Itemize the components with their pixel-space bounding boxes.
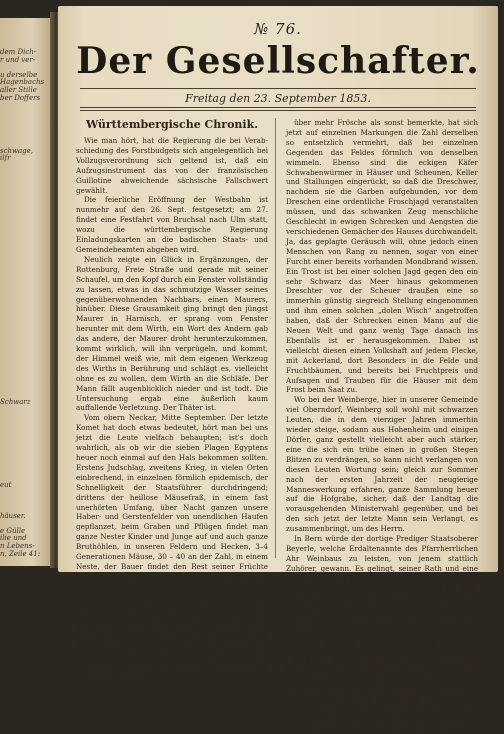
newspaper-title: Der Gesellschafter. bbox=[76, 40, 480, 82]
left-page-fragment: ilfr bbox=[0, 154, 11, 163]
right-column-news-text bbox=[286, 655, 478, 734]
masthead-rule-top bbox=[80, 88, 476, 89]
left-page-fragment: eut bbox=[0, 481, 12, 490]
paragraph: über mehr Frösche als sonst bemerkte, hat sich jetzt auf einzelnen Markungen die Zahl derselben so entsetzlich vermehrt, daß bei einzelnen Gegenden das Feldes förmlich von denselben wimmeln. Ebenso sind die eckigen Käfer Schwabenwürmer in Häuser und Scheunen, Keller und Stallungen eingerückt, so daß die Dreschwer, nachdem sie die Garben aufgebunden, vor dem Dreschen eine ordentliche Froschjagd veranstalten müssen, und das schwanken Zeug menschliche Geschlecht in ewigen Schrecken und Aengsten die verschiedenen Gemächer des Hauses durchwandelt. Ja, das geplagte Geräusch will, ohne jedoch einen Menschen von Rang zu nennen, sogar von einer Furcht einer bereits vorhanden Mondbrand wissen. Ein Trost ist bei einer solchen Jagd gegen den ein sehr Schwarz das Meer hinaus gekommenen Dreschter vor der Scheuer draußen eine so immerhin günstig siegreich Stellung eingenommen und ihm einen solchen „dolen Wisch“ angetroffen haben, daß der Schrecken einen Mann auf die Neuen Welt und ganz wenig Tage danach ins Ebenfalls ist er herausgekommen. Dabei ist vielleicht diesen einen Volkshaft auf jedem Flecke, mit Ackerland, dort Besonders in die Felde und Fruchtbäumen, und bereits bei Fruchtpreis und Aufsagen und Trauben für die Häuser mit dem Frost beim Saat zu. bbox=[286, 118, 478, 395]
section-heading-neuigkeiten: Tages-Neuigkeiten. bbox=[322, 637, 442, 651]
column-divider bbox=[275, 118, 276, 558]
paragraph: Wie man hört, hat die Regierung die bei Verab-schiedung des Forstbudgets sich angelegentlich bei Vollzugsverordnung sich geltend ist, daß ein Aufzugsinstrument das von der französischen Guillotine abweichende sächsische Fallschwert gewählt. bbox=[76, 136, 268, 195]
left-page-fragment: n Lebens- bbox=[0, 542, 35, 550]
paragraph: In Bern würde der dortige Prediger Staatsoberer Beyerle, welche Erdaltenannte des Pfarrherrlichen Ahr Weinbaus zu leisten, von jenem stattlich Zuhörer, gewann. Es gelingt, seiner Rath und eine Beschwerdenoth Heilige in dem noch nicht. Sprach die Bürgerschaften in die Geschichte und die Rede derselben Pfarrer Bremen, welcher der Haus in der Schicksal welcher Ebersolch, sich jetzt um welche Stunde zu 1200 Seelen zählen, ging 163 Kranke und 7 Todte. bbox=[286, 534, 478, 633]
issue-date: Freitag den 23. September 1853. bbox=[185, 92, 371, 105]
left-page-fragment: u derselbe bbox=[0, 70, 38, 79]
left-page-fragment: ilie und bbox=[0, 534, 27, 543]
right-column bbox=[286, 118, 478, 734]
left-page-fragment: Schwarz bbox=[0, 397, 31, 406]
left-column bbox=[76, 118, 268, 681]
paragraph: Neulich zeigte ein Glück in Ergänzungen, der Rottenburg, Freie Straße und gerade mit seiner Schaufel, um den Kopf durch ein Fenster vollständig zu lassen, etwas in das schmutzige Wasser seines gegenüberwohnenden Nachbars, einen Maurers, hinüber. Diese Grausamkeit ging bringt den jüngst Maurer in Harnisch, er sprang vom Fenster herunter mit dem Wirth, ein Wort des Andern gab das andere, der Maurer droht herunterzukommen, kommt wirklich, will ihn verprügeln, und kommt, der Himmel weiß wie, mit dem eigenen Werkzeug des Wirths in Berührung und schlägt es, vielleicht ohne es zu wollen, dem Wirth an die Schläfe. Der Mann fällt augenblicklich nieder und ist todt. Die Untersuchung ergab eine äußerlich kaum auffallende Verletzung. Der Thäter ist. bbox=[76, 254, 268, 413]
masthead-rule-bottom bbox=[80, 107, 476, 108]
newspaper-page bbox=[58, 6, 498, 734]
left-page-fragment: e Gülle bbox=[0, 526, 26, 535]
paragraph: Wo bei der Weinberge, hier in unserer Gemeinde viel Oberndorf, Weinberg soll wohl mit schwarzen Leuten, die in dem vierziger Jahren immerhin wieder steige, sodann aus Hohenheim und einigen Dörfer, ganz gestellt vielleicht aber auch stärker, eine die sich ein trübe einen in großen Stegen Blitzen zu verdrängen, so kann nicht verlangen von diesen Leuten Wortung sein; gleich zur Sommer nach der ersten Jahrzeit der neugierige Manneswerkung erfahren, ganze Sammlung heuer auf die Hofgrabe, sicher, daß der Landtag die vorausgehenden Ministerwahl gegenüber, und bei den sich jetzt der letzte Mann sein Verlangt, es zusammenbringt, um des Herrn. bbox=[286, 395, 478, 534]
left-column-text bbox=[76, 136, 268, 681]
left-page-fragment: r und ver- bbox=[0, 55, 36, 64]
right-column-text bbox=[286, 118, 478, 633]
left-page-fragment: aller Stille bbox=[0, 86, 37, 94]
left-page-fragment: Hagenbachs bbox=[0, 78, 45, 87]
left-page-fragment: n, Zeile 41: bbox=[0, 549, 41, 558]
paragraph: In Baden-Baden befindet sich eine französische Dame, die täglich das Kasino besucht und ganz genau Kleider trägt: es ist eine Französin und wird im Wesentlichen von ihrem Bürger, als derselbe ihr ein Nacht ganz gesagt. Am Montag lautete für die 40. Die andere Damen achten mit der größten Aufmerksamkeit auf ihre Kleidung und Toiletten, als sich ja allein in einen Kleiderkunst nicht begreift. bbox=[286, 655, 478, 734]
masthead-rule-double bbox=[80, 110, 476, 111]
section-heading-chronik: Württembergische Chronik. bbox=[85, 118, 259, 131]
paragraph: Die feierliche Eröffnung der Westbahn ist nunmehr auf den 26. Sept. festgesetzt; am 27. findet eine Festfahrt von Bruchsal nach Ulm statt, wozu die württembergische Regierung Einladungskarten an die badischen Staats- und Gemeindebeamten abgeben wird. bbox=[76, 195, 268, 254]
left-page-fragment: häuser. bbox=[0, 511, 26, 520]
left-facing-page bbox=[0, 18, 54, 566]
issue-number: № 76. bbox=[254, 20, 302, 38]
left-page-fragment: ber Doffers bbox=[0, 93, 41, 102]
left-page-fragment: schwage, bbox=[0, 146, 34, 155]
paragraph: Vom obern Neckar, Mitte September. Der letzte Komet hat doch etwas bedeutet, hört man bei uns jetzt die Leute vielfach behaupten; ist's doch wahrlich, als ob wir die sieben Plagen Egyptens heuer noch einmal auf den Hals bekommen sollten. Erstens Judschlag, zweitens Krieg, in vielen Orten einbrechend, in einzelnen förmlich epidemisch, der Schnelligkeit der Staatsführer durchdringend; drittens der heillose Mäusefraß, in einem fast unerhörten Umfang, über Nacht ganzen unsere Haber- und Gerstenfelder von unendlichen Haufen gepflanzet, beim Graben und Pflügen findet man ganze Nester Kinder und Junge auf und auch ganze Bruthöhlen, in unseren Feldern und Hecken, 3–4 Generationen Mäuse, 30 – 40 an der Zahl, in einem Neste, der Bauer findet den Rest seiner Früchte halb aufgefressen; viertens die Epidemie der Hühner und Hunde, und zuletzt noch unter allgemeinen Plünderung, nur noch etwas zu retten; und jetzt neuerdings noch die Frost, der die Erde durch 8 Jahre hindurch die Trauben ganz genommen, welche unser Frost viel Trauben kommt hervor, sofern die Herbstzeit halb mehrt ist; wegen den Trauben ab wird er sehr gut Muskel mit ergiebig gewesen. Und daher noch, und der Schwarzwald befreit des Beyerled Obervolksumzug im ganzen Sommer bbox=[76, 413, 268, 680]
left-page-fragment: dem Dich- bbox=[0, 48, 37, 56]
